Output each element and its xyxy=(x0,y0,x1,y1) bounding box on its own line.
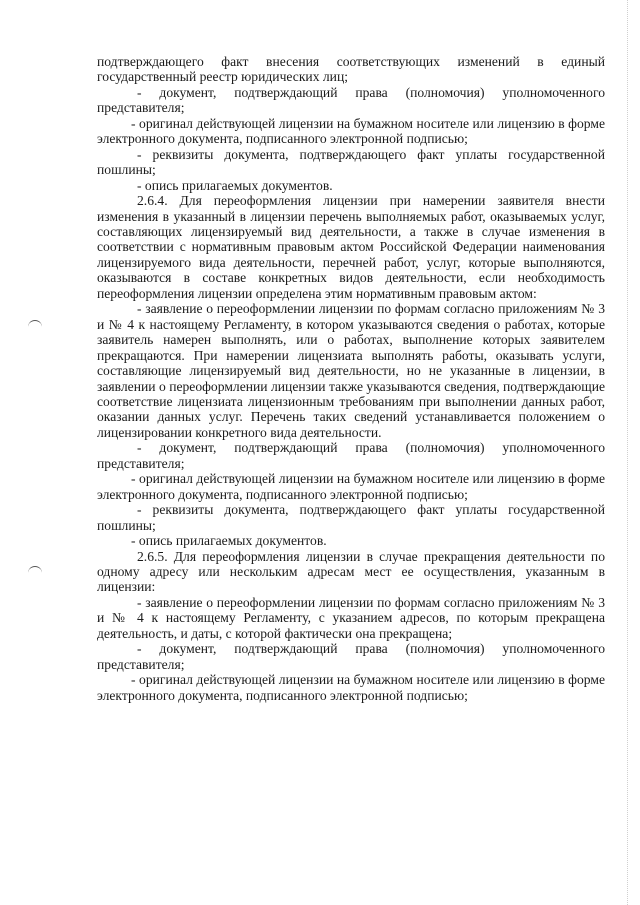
paragraph: - документ, подтверждающий права (полномочия) уполномоченного представителя; xyxy=(97,84,605,116)
punch-hole-mark xyxy=(28,566,42,575)
paragraph: - реквизиты документа, подтверждающего факт уплаты государственной пошлины; xyxy=(97,146,605,178)
paragraph: - реквизиты документа, подтверждающего факт уплаты государственной пошлины; xyxy=(97,502,605,533)
paragraph: - заявление о переоформлении лицензии по формам согласно приложениям № 3 и № 4 к настоящему Регламенту, с указанием адресов, по которым прекращена деятельность, и даты, с которой фактически она прекращена; xyxy=(97,594,605,641)
paragraph: - документ, подтверждающий права (полномочия) уполномоченного представителя; xyxy=(97,440,605,471)
document-body xyxy=(97,54,605,703)
paragraph: 2.6.5. Для переоформления лицензии в случае прекращения деятельности по одному адресу или нескольким адресам мест ее осуществления, указанным в лицензии: xyxy=(97,548,605,595)
paragraph: 2.6.4. Для переоформления лицензии при намерении заявителя внести изменения в указанный в лицензии перечень выполняемых работ, оказываемых услуг, составляющих лицензируемый вид деятельности, а также в случае изменения в соответствии с нормативным правовым актом Российской Федерации наименования лицензируемого вида деятельности, перечней работ, услуг, которые выполняются, оказываются в составе конкретных видов деятельности, если необходимость переоформления лицензии определена этим нормативным правовым актом: xyxy=(97,193,605,301)
paragraph: - документ, подтверждающий права (полномочия) уполномоченного представителя; xyxy=(97,641,605,672)
paragraph: - опись прилагаемых документов. xyxy=(131,533,327,549)
paragraph: подтверждающего факт внесения соответствующих изменений в единый государственный реестр юридических лиц; xyxy=(97,54,605,85)
paragraph: - оригинал действующей лицензии на бумажном носителе или лицензию в форме электронного документа, подписанного электронной подписью; xyxy=(97,471,605,502)
paragraph: - оригинал действующей лицензии на бумажном носителе или лицензию в форме электронного документа, подписанного электронной подписью; xyxy=(97,115,605,147)
punch-hole-mark xyxy=(28,320,42,329)
paragraph: - оригинал действующей лицензии на бумажном носителе или лицензию в форме электронного документа, подписанного электронной подписью; xyxy=(97,672,605,703)
scan-edge-line xyxy=(626,0,628,905)
paragraph: - заявление о переоформлении лицензии по формам согласно приложениям № 3 и № 4 к настоящему Регламенту, в котором указываются сведения о работах, которые заявитель намерен выполнять, или о работах, выполнение которых заявителем прекращаются. При намерении лицензиата выполнять работы, оказывать услуги, составляющие лицензируемый вид деятельности, но не указанные в лицензии, в заявлении о переоформлении лицензии также указываются сведения, подтверждающие соответствие лицензиата лицензионным требованиям при выполнении данных работ, оказании данных услуг. Перечень таких сведений устанавливается положением о лицензировании конкретного вида деятельности. xyxy=(97,301,605,440)
paragraph: - опись прилагаемых документов. xyxy=(137,177,333,193)
